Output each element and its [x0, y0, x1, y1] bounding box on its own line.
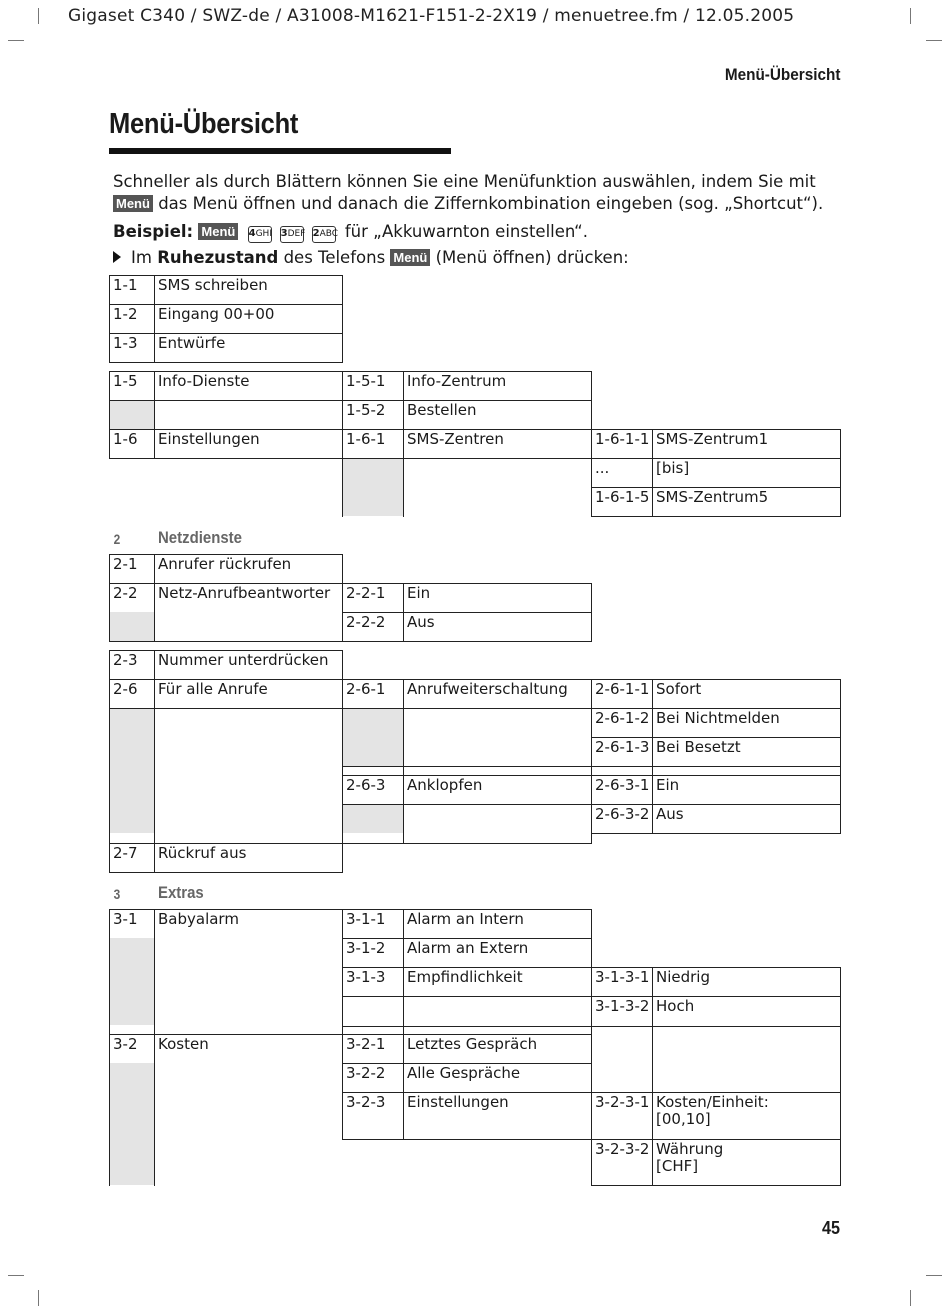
table-rule — [109, 429, 841, 430]
table-rule — [591, 909, 592, 1186]
menu-label-cell — [154, 775, 342, 804]
menu-code-cell — [342, 333, 403, 362]
menu-code-cell — [591, 938, 652, 967]
table-rule — [109, 304, 343, 305]
menu-code-cell: 2-6-1-1 — [595, 680, 650, 698]
table-rule — [154, 554, 155, 642]
menu-label-cell — [652, 1034, 840, 1063]
table-rule — [109, 554, 110, 642]
table-rule — [591, 737, 841, 738]
table-rule — [591, 679, 592, 844]
menu-code-cell: 2-2-1 — [346, 584, 386, 602]
table-rule — [109, 583, 592, 584]
menu-label-cell: Kosten — [158, 1035, 209, 1053]
menu-label-cell: Bei Nichtmelden — [656, 709, 780, 727]
table-rule — [403, 583, 404, 642]
table-rule — [109, 650, 110, 873]
table-rule — [109, 333, 343, 334]
crop-mark — [926, 40, 942, 41]
menu-label-cell: Aus — [407, 613, 435, 631]
menu-code-cell — [591, 400, 652, 429]
menu-label-cell: Info-Dienste — [158, 372, 250, 390]
menu-label-cell — [154, 938, 342, 967]
menu-code-cell: 3-1-3-1 — [595, 968, 650, 986]
menu-code-cell — [342, 554, 403, 583]
menu-code-cell — [591, 843, 652, 872]
table-rule — [342, 1139, 592, 1140]
menu-code-cell: 2-6 — [113, 680, 138, 698]
menu-code-cell — [591, 612, 652, 641]
menu-label-cell: Empfindlichkeit — [407, 968, 523, 986]
menu-label-cell: Alarm an Intern — [407, 910, 524, 928]
menu-label-cell: [bis] — [656, 459, 690, 477]
table-rule — [109, 275, 110, 363]
table-rule — [652, 967, 653, 1186]
menu-label-cell — [403, 304, 591, 333]
crop-mark — [8, 1275, 24, 1276]
menu-label-cell: Anklopfen — [407, 776, 483, 794]
example-line: Beispiel: Menü 4GHI 3DEF 2ABC für „Akkuwarnton einstellen“. — [113, 222, 588, 241]
menu-code-cell: 2-6-1-2 — [595, 709, 650, 727]
menu-label-cell: SMS schreiben — [158, 276, 268, 294]
menu-label-cell: Letztes Gespräch — [407, 1035, 538, 1053]
menu-label-cell: Kosten/Einheit: [00,10] — [656, 1093, 769, 1128]
section-number: 2 — [113, 531, 121, 547]
menu-code-cell: 3-2-3-1 — [595, 1093, 650, 1111]
menu-code-cell: 1-5 — [113, 372, 138, 390]
menu-code-cell: 1-6 — [113, 430, 138, 448]
running-title: Menü-Übersicht — [724, 65, 840, 84]
menu-label-cell: Niedrig — [656, 968, 710, 986]
table-rule — [109, 458, 343, 459]
menu-label-cell — [652, 400, 840, 429]
table-rule — [591, 516, 841, 517]
menu-code-cell — [342, 458, 403, 487]
menu-code-cell: 2-2-2 — [346, 613, 386, 631]
table-rule — [342, 371, 343, 517]
menu-code-cell — [109, 737, 154, 766]
table-rule — [342, 458, 592, 459]
menu-code-cell — [342, 487, 403, 516]
menu-label-cell — [652, 333, 840, 362]
menu-label-cell — [403, 487, 591, 516]
menu-code-cell — [591, 554, 652, 583]
crop-mark — [38, 8, 39, 24]
table-rule — [154, 275, 155, 363]
menu-label-cell: Entwürfe — [158, 334, 226, 352]
menu-code-cell — [109, 1063, 154, 1092]
menu-code-cell — [591, 909, 652, 938]
menu-label-cell — [652, 371, 840, 400]
menu-label-cell — [652, 1063, 840, 1092]
menu-code-cell: 1-6-1-5 — [595, 488, 650, 506]
menu-label-cell: Anrufweiterschaltung — [407, 680, 568, 698]
menu-label-cell: Bestellen — [407, 401, 477, 419]
menu-code-cell — [591, 1063, 652, 1092]
table-rule — [342, 612, 592, 613]
table-rule — [109, 909, 592, 910]
menu-label-cell — [403, 843, 591, 872]
table-rule — [154, 650, 155, 873]
crop-mark — [910, 1290, 911, 1306]
table-rule — [342, 938, 592, 939]
menu-code-cell — [109, 458, 154, 487]
table-rule — [109, 679, 841, 680]
menu-code-cell: 3-1-3-2 — [595, 997, 650, 1015]
menu-label-cell: Ein — [407, 584, 431, 602]
menu-code-cell — [109, 612, 154, 641]
menu-label-cell: Netz-Anrufbeantworter — [158, 584, 331, 602]
menu-label-cell — [403, 996, 591, 1025]
key-2-icon: 2ABC — [312, 226, 336, 243]
table-rule — [591, 458, 841, 459]
table-rule — [109, 650, 343, 651]
menu-label-cell: Eingang 00+00 — [158, 305, 275, 323]
menu-code-cell: 2-2 — [113, 584, 138, 602]
crop-mark — [910, 8, 911, 24]
menu-label-cell — [154, 612, 342, 641]
menu-code-cell: 3-1-3 — [346, 968, 386, 986]
table-rule — [109, 554, 343, 555]
menu-code-cell: 1-3 — [113, 334, 138, 352]
menu-code-cell: 3-2-3-2 — [595, 1140, 650, 1158]
menu-code-cell — [342, 650, 403, 679]
menu-label-cell — [652, 612, 840, 641]
table-rule — [154, 909, 155, 1186]
table-rule — [591, 1026, 841, 1027]
document-meta-line: Gigaset C340 / SWZ-de / A31008-M1621-F151-2-2X19 / menuetree.fm / 12.05.2005 — [68, 6, 795, 26]
menu-code-cell — [109, 967, 154, 996]
menu-label-cell — [154, 737, 342, 766]
menu-code-cell — [342, 275, 403, 304]
table-rule — [403, 679, 404, 844]
menu-label-cell: Bei Besetzt — [656, 738, 741, 756]
table-rule — [109, 843, 343, 844]
menu-label-cell — [403, 650, 591, 679]
menu-code-cell — [109, 1139, 154, 1185]
menu-code-cell: ... — [595, 459, 610, 477]
intro-line-1: Schneller als durch Blättern können Sie eine Menüfunktion auswählen, indem Sie mit — [113, 172, 816, 191]
menu-label-cell: SMS-Zentrum1 — [656, 430, 769, 448]
menu-label-cell — [403, 737, 591, 766]
intro-line-2: Menü das Menü öffnen und danach die Ziffernkombination eingeben (sog. „Shortcut“). — [113, 193, 823, 215]
menu-code-cell: 2-6-3 — [346, 776, 386, 794]
menu-code-cell — [591, 371, 652, 400]
table-rule — [109, 362, 343, 363]
menu-key-icon: Menü — [390, 249, 430, 266]
menu-code-cell — [591, 333, 652, 362]
table-rule — [109, 371, 592, 372]
menu-label-cell: Rückruf aus — [158, 844, 247, 862]
crop-mark — [926, 1275, 942, 1276]
table-rule — [342, 909, 343, 1140]
menu-label-cell — [154, 400, 342, 429]
table-rule — [840, 679, 841, 834]
table-rule — [342, 275, 343, 363]
table-rule — [403, 909, 404, 1140]
table-rule — [652, 429, 653, 517]
menu-label-cell — [403, 554, 591, 583]
menu-label-cell: Ein — [656, 776, 680, 794]
menu-code-cell — [109, 938, 154, 967]
menu-code-cell — [591, 1034, 652, 1063]
menu-code-cell: 2-6-3-1 — [595, 776, 650, 794]
table-rule — [342, 554, 343, 642]
menu-label-cell — [403, 804, 591, 833]
menu-code-cell — [342, 804, 403, 833]
menu-code-cell — [591, 650, 652, 679]
crop-mark — [38, 1290, 39, 1306]
menu-label-cell — [652, 583, 840, 612]
menu-label-cell — [154, 804, 342, 833]
menu-code-cell: 1-5-1 — [346, 372, 386, 390]
menu-code-cell — [109, 400, 154, 429]
table-rule — [342, 1026, 592, 1027]
menu-label-cell — [154, 458, 342, 487]
menu-label-cell — [154, 708, 342, 737]
table-rule — [403, 371, 404, 517]
menu-label-cell: Einstellungen — [158, 430, 260, 448]
menu-code-cell: 1-1 — [113, 276, 138, 294]
section-number: 3 — [113, 886, 121, 902]
menu-label-cell: Einstellungen — [407, 1093, 509, 1111]
menu-code-cell — [109, 708, 154, 737]
menu-code-cell: 2-6-1-3 — [595, 738, 650, 756]
menu-code-cell: 3-1-1 — [346, 910, 386, 928]
menu-code-cell: 1-6-1 — [346, 430, 386, 448]
menu-label-cell — [403, 275, 591, 304]
menu-key-icon: Menü — [113, 195, 153, 212]
menu-label-cell: Info-Zentrum — [407, 372, 507, 390]
menu-label-cell — [154, 996, 342, 1025]
menu-label-cell: Babyalarm — [158, 910, 239, 928]
menu-label-cell — [403, 333, 591, 362]
menu-code-cell — [591, 304, 652, 333]
menu-label-cell — [154, 487, 342, 516]
table-rule — [109, 400, 592, 401]
menu-code-cell — [342, 843, 403, 872]
table-rule — [342, 650, 343, 873]
crop-mark — [8, 40, 24, 41]
menu-code-cell — [342, 708, 403, 737]
menu-code-cell: 3-2-2 — [346, 1064, 386, 1082]
menu-label-cell: Aus — [656, 805, 684, 823]
bullet-arrow-icon — [113, 251, 121, 263]
menu-label-cell: Alarm an Extern — [407, 939, 529, 957]
table-rule — [591, 1185, 841, 1186]
menu-label-cell — [652, 554, 840, 583]
menu-label-cell — [154, 1139, 342, 1185]
menu-label-cell — [652, 650, 840, 679]
table-rule — [591, 833, 841, 834]
menu-code-cell: 1-6-1-1 — [595, 430, 650, 448]
menu-label-cell — [652, 304, 840, 333]
menu-label-cell — [652, 938, 840, 967]
menu-code-cell — [342, 996, 403, 1025]
menu-label-cell — [652, 909, 840, 938]
menu-code-cell: 2-6-1 — [346, 680, 386, 698]
section-title: Netzdienste — [158, 528, 242, 547]
key-4-icon: 4GHI — [248, 226, 272, 243]
table-rule — [109, 275, 343, 276]
menu-label-cell: Sofort — [656, 680, 702, 698]
table-rule — [591, 766, 841, 767]
menu-label-cell — [403, 458, 591, 487]
menu-code-cell: 3-2 — [113, 1035, 138, 1053]
menu-code-cell: 2-6-3-2 — [595, 805, 650, 823]
table-rule — [591, 583, 592, 642]
menu-code-cell — [109, 1092, 154, 1139]
menu-label-cell: SMS-Zentrum5 — [656, 488, 769, 506]
page-number: 45 — [821, 1218, 840, 1238]
table-rule — [109, 641, 592, 642]
key-3-icon: 3DEF — [280, 226, 304, 243]
menu-label-cell: Währung [CHF] — [656, 1140, 724, 1175]
menu-label-cell — [652, 275, 840, 304]
table-rule — [591, 1139, 841, 1140]
menu-code-cell: 2-7 — [113, 844, 138, 862]
table-rule — [840, 967, 841, 1186]
menu-label-cell — [403, 1139, 591, 1185]
table-rule — [342, 1063, 592, 1064]
page-title: Menü-Übersicht — [109, 108, 299, 140]
table-rule — [591, 487, 841, 488]
table-rule — [652, 679, 653, 834]
menu-code-cell — [109, 775, 154, 804]
menu-label-cell — [154, 1063, 342, 1092]
menu-label-cell: SMS-Zentren — [407, 430, 504, 448]
menu-label-cell: Nummer unterdrücken — [158, 651, 329, 669]
table-rule — [840, 429, 841, 517]
menu-label-cell: Für alle Anrufe — [158, 680, 268, 698]
menu-code-cell — [342, 737, 403, 766]
menu-key-icon: Menü — [198, 223, 238, 240]
table-rule — [109, 708, 841, 709]
menu-code-cell: 2-1 — [113, 555, 138, 573]
menu-code-cell — [591, 583, 652, 612]
table-rule — [591, 371, 592, 517]
table-rule — [109, 872, 343, 873]
menu-code-cell: 1-2 — [113, 305, 138, 323]
section-title: Extras — [158, 883, 204, 902]
menu-code-cell: 3-2-1 — [346, 1035, 386, 1053]
table-rule — [109, 1034, 592, 1035]
menu-code-cell — [109, 996, 154, 1025]
instruction-step: Im Ruhezustand des Telefons Menü (Menü öffnen) drücken: — [113, 247, 629, 269]
table-rule — [342, 766, 592, 767]
title-rule — [109, 148, 451, 154]
menu-code-cell — [591, 275, 652, 304]
menu-code-cell — [109, 804, 154, 833]
menu-label-cell — [154, 967, 342, 996]
menu-label-cell: Anrufer rückrufen — [158, 555, 292, 573]
table-rule — [109, 909, 110, 1186]
menu-label-cell: Alle Gespräche — [407, 1064, 521, 1082]
menu-code-cell: 3-1-2 — [346, 939, 386, 957]
menu-code-cell — [109, 487, 154, 516]
menu-label-cell — [154, 1092, 342, 1139]
menu-code-cell — [342, 1139, 403, 1185]
menu-code-cell: 2-3 — [113, 651, 138, 669]
menu-label-cell — [403, 708, 591, 737]
table-rule — [109, 371, 110, 459]
menu-code-cell: 1-5-2 — [346, 401, 386, 419]
menu-code-cell — [342, 304, 403, 333]
table-rule — [154, 371, 155, 459]
menu-code-cell: 3-2-3 — [346, 1093, 386, 1111]
menu-code-cell: 3-1 — [113, 910, 138, 928]
table-rule — [342, 843, 592, 844]
menu-label-cell: Hoch — [656, 997, 695, 1015]
menu-label-cell — [652, 843, 840, 872]
